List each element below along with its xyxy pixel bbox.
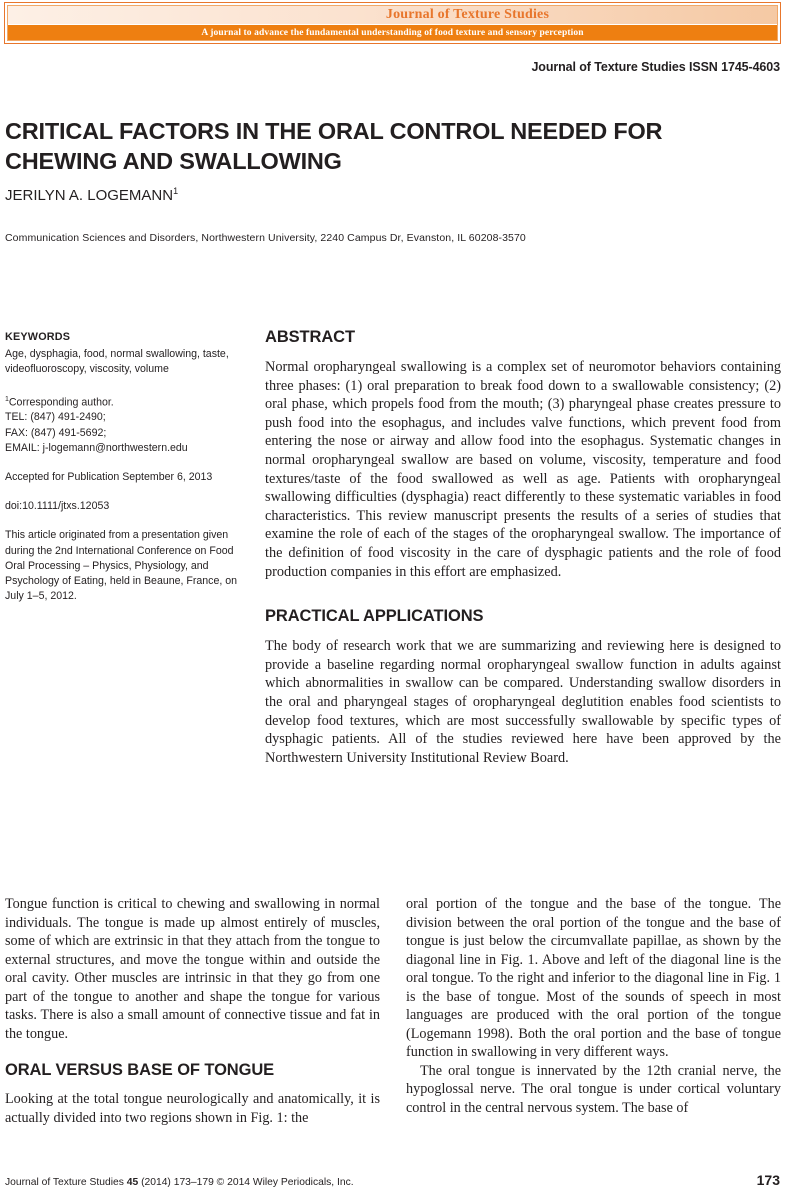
issn-line: Journal of Texture Studies ISSN 1745-4603 xyxy=(531,60,780,74)
section-heading-oral-versus-base-of-tongue: ORAL VERSUS BASE OF TONGUE xyxy=(5,1061,275,1079)
body-paragraph: oral portion of the tongue and the base of the tongue. The division between the oral portion of the tongue and the base of tongue is just below the circumvallate papillae, as shown by the diagonal line in Fig. 1. Above and left of the diagonal line is the oral tongue. To the right and inferior to the diagonal line in Fig. 1 is the base of tongue. Most of the sounds of speech in most languages are produced with the oral portion of the tongue (Logemann 1998). Both the oral portion and the base of tongue function in swallowing in very different ways. xyxy=(406,896,781,1060)
author-byline xyxy=(5,186,178,204)
journal-tagline: A journal to advance the fundamental understanding of food texture and sensory perception xyxy=(201,27,584,38)
journal-masthead-banner xyxy=(4,2,781,44)
keywords-block xyxy=(5,330,240,378)
article-metadata-sidebar xyxy=(5,330,240,604)
corresponding-author-marker: 1 xyxy=(5,395,9,403)
corresponding-author-block xyxy=(5,392,240,456)
telephone-line: TEL: (847) 491-2490; xyxy=(5,411,106,424)
body-paragraph: Looking at the total tongue neurologically and anatomically, it is actually divided into two regions shown in Fig. 1: the xyxy=(5,1091,380,1126)
author-footnote-marker: 1 xyxy=(173,186,179,196)
presentation-origin-note: This article originated from a presentation given during the 2nd International Conference on Food Oral Processing – Physics, Physiology, and Psychology of Eating, held in Beaune, France, on July 1–5, 2012. xyxy=(5,529,238,603)
doi-line[interactable]: doi:10.1111/jtxs.12053 xyxy=(5,500,110,513)
author-name: JERILYN A. LOGEMANN xyxy=(5,187,174,204)
corresponding-author-line xyxy=(5,392,240,411)
author-affiliation: Communication Sciences and Disorders, Northwestern University, 2240 Campus Dr, Evanston, IL 60208-3570 xyxy=(5,232,526,244)
main-body-columns xyxy=(5,895,781,1165)
footer-citation-rest: (2014) 173–179 © 2014 Wiley Periodicals, Inc. xyxy=(141,1177,354,1188)
journal-title: Journal of Texture Studies xyxy=(385,7,550,22)
practical-applications-text: The body of research work that we are summarizing and reviewing here is designed to provide a baseline regarding normal oropharyngeal swallow function in adults against which abnormalities in swallow can be compared. Understanding swallow disorders in the oral and pharyngeal stages of oropharyngeal deglutition enables food scientists to develop food textures, which are most successfully swallowable by specific types of dysphagic patients. All of the studies reviewed here have been approved by the Northwestern University Institutional Review Board. xyxy=(265,638,781,766)
abstract-column xyxy=(265,328,781,767)
body-column-left xyxy=(5,895,380,1165)
abstract-heading: ABSTRACT xyxy=(265,328,355,346)
masthead-inner-frame xyxy=(7,5,778,41)
page-title: CRITICAL FACTORS IN THE ORAL CONTROL NEEDED FOR CHEWING AND SWALLOWING xyxy=(5,117,663,174)
practical-applications-heading: PRACTICAL APPLICATIONS xyxy=(265,607,484,626)
footer-journal-name: Journal of Texture Studies xyxy=(5,1177,124,1188)
body-paragraph: The oral tongue is innervated by the 12th cranial nerve, the hypoglossal nerve. The oral tongue is under cortical voluntary control in the central nervous system. The base of xyxy=(406,1062,781,1116)
keywords-list: Age, dysphagia, food, normal swallowing, taste, videofluoroscopy, viscosity, volume xyxy=(5,348,229,376)
body-paragraph: Tongue function is critical to chewing and swallowing in normal individuals. The tongue is made up almost entirely of muscles, some of which are extrinsic in that they attach from the tongue to external structures, and move the tongue within and outside the oral cavity. Other muscles are intrinsic in that they go from one part of the tongue to another and shape the tongue for various tasks. There is also a small amount of connective tissue and fat in the tongue. xyxy=(5,896,380,1042)
body-column-right xyxy=(406,895,781,1165)
page-footer xyxy=(5,1172,780,1188)
keywords-heading: KEYWORDS xyxy=(5,331,71,343)
masthead-title-bar xyxy=(8,6,777,24)
masthead-tagline-bar xyxy=(8,24,777,40)
email-line[interactable]: EMAIL: j-logemann@northwestern.edu xyxy=(5,441,188,454)
corresponding-author-text: Corresponding author. xyxy=(8,396,114,409)
page-number: 173 xyxy=(756,1172,780,1188)
fax-line: FAX: (847) 491-5692; xyxy=(5,426,107,439)
acceptance-date: Accepted for Publication September 6, 2013 xyxy=(5,470,213,483)
footer-volume: 45 xyxy=(126,1177,139,1188)
footer-citation xyxy=(5,1177,354,1188)
abstract-text: Normal oropharyngeal swallowing is a complex set of neuromotor behaviors containing three phases: (1) oral preparation to break food down to a swallowable consistency; (2) oral phase, which propels food from the mouth; (3) pharyngeal phase creates pressure to push food into the esophagus, and includes valve functions, which prevent food from entering the nose or airway and allow food into the esophagus. Systematic changes in normal oropharyngeal swallow are based on volume, viscosity, temperature and food textures/taste of the food swallowed as well as age. Patients with oropharyngeal swallowing difficulties (dysphagia) react differently to these systematic variables in food characteristics. This review manuscript presents the results of a series of studies that examine the role of each of the stages of the oropharyngeal swallow. The importance of the definition of food viscosity in the care of dysphagic patients and the role of food production companies in this effort are emphasized. xyxy=(265,359,781,580)
